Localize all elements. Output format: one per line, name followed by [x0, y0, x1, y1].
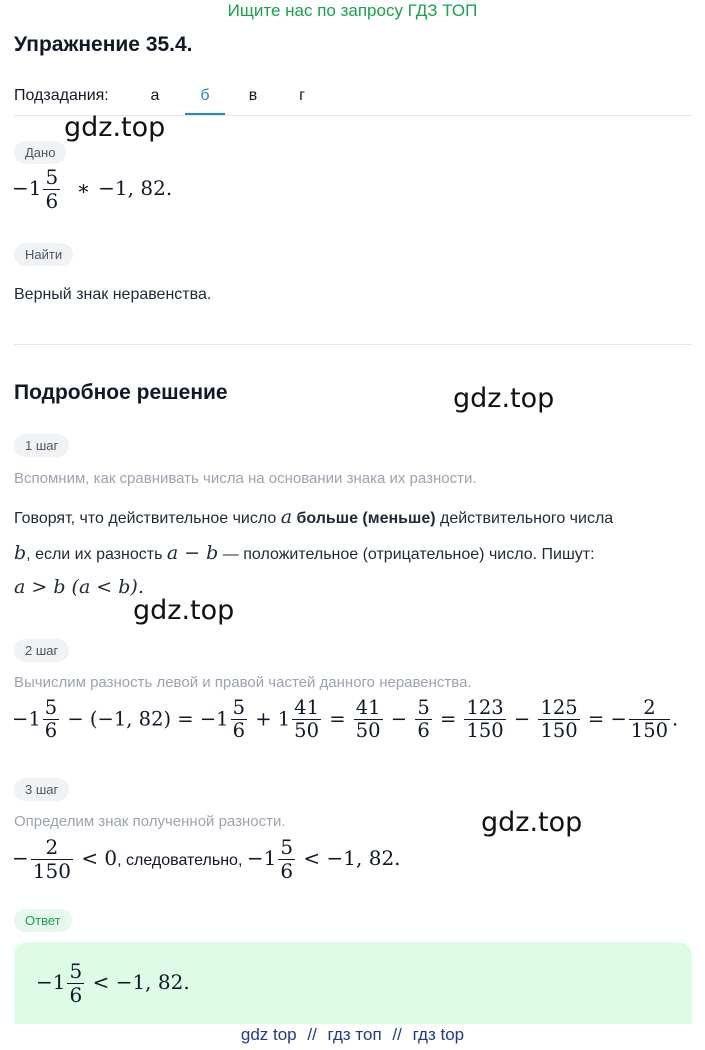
search-banner: Ищите нас по запросу ГДЗ ТОП: [227, 1, 478, 20]
footer-link[interactable]: gdz top: [240, 1025, 297, 1044]
step-2-expression: −1 $\frac{5}{6}$ − (−1, 82) = −1 $\frac{5}{6}$ + 1 $\frac{41}{50}$ = $\frac{41}{50}$ − $\frac{5}{6}$ = $\frac{123}{150}$ − $\frac{125}{150}$ = − $\frac{2}{150}$ .: [12, 696, 679, 743]
tab-v[interactable]: в: [248, 87, 258, 104]
section-divider: [14, 344, 692, 345]
solution-title: Подробное решение: [14, 381, 228, 404]
footer-links: [0, 1025, 705, 1045]
answer-expression: −1 $\frac{5}{6}$ < −1, 82.: [36, 959, 190, 1007]
footer-link[interactable]: гдз топ: [327, 1025, 382, 1044]
step-1-line-2: b, если их разность a − b — положительное (отрицательное) число. Пишут:: [14, 542, 595, 564]
step-3-expression: − $\frac{2}{150}$ < 0, следовательно, −1 $\frac{5}{6}$ < −1, 82.: [12, 835, 401, 883]
watermark: gdz.top: [133, 595, 235, 626]
step-3-hint: Определим знак полученной разности.: [14, 813, 286, 830]
watermark: gdz.top: [481, 807, 583, 838]
footer-separator: //: [307, 1025, 317, 1044]
tab-a[interactable]: а: [150, 87, 160, 104]
step-3-chip: 3 шаг: [14, 778, 69, 801]
step-1-line-3: a > b (a < b).: [14, 576, 144, 598]
given-chip: Дано: [14, 141, 66, 164]
tab-b[interactable]: б: [200, 87, 210, 104]
step-2-chip: 2 шаг: [14, 639, 69, 662]
page-title: Упражнение 35.4.: [14, 33, 193, 56]
tab-g[interactable]: г: [299, 87, 305, 104]
find-text: Верный знак неравенства.: [14, 286, 212, 303]
step-1-chip: 1 шаг: [14, 434, 69, 457]
watermark: gdz.top: [64, 112, 166, 143]
footer-separator: //: [392, 1025, 402, 1044]
find-chip: Найти: [14, 243, 73, 266]
step-1-line-1: Говорят, что действительное число a больше (меньше) действительного числа: [14, 506, 614, 528]
active-tab-indicator: [185, 113, 225, 115]
watermark: gdz.top: [453, 383, 555, 414]
step-2-hint: Вычислим разность левой и правой частей данного неравенства.: [14, 674, 472, 691]
footer-link[interactable]: гдз top: [412, 1025, 465, 1044]
subtasks-label: Подзадания:: [14, 87, 109, 104]
answer-chip: Ответ: [14, 909, 72, 932]
given-expression: −1 $\frac{5}{6}$ ∗ −1, 82.: [12, 165, 173, 213]
step-1-hint: Вспомним, как сравнивать числа на основании знака их разности.: [14, 470, 477, 487]
